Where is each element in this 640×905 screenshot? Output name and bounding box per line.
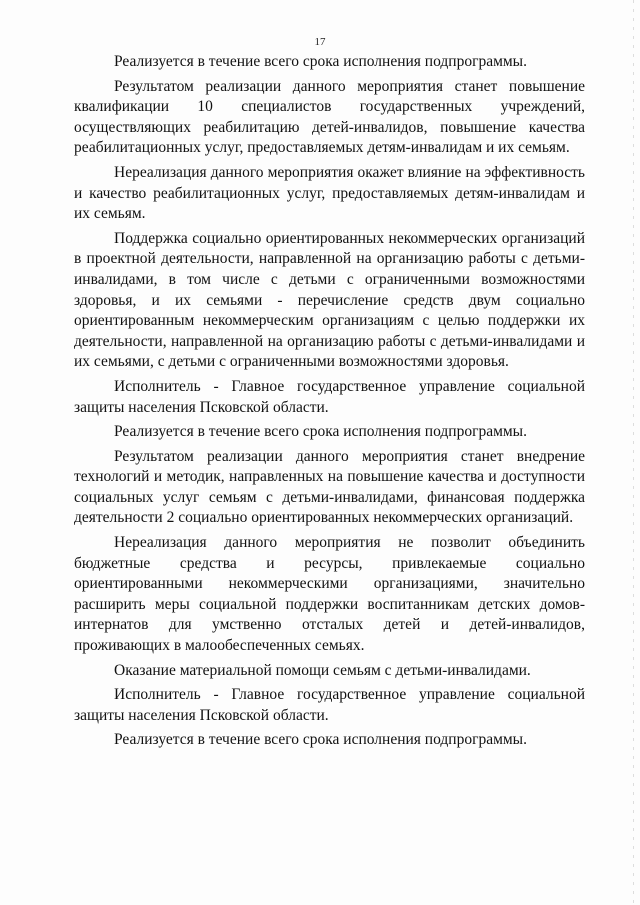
paragraph: Реализуется в течение всего срока исполнения подпрограммы. bbox=[114, 53, 527, 70]
paragraph: Результатом реализации данного мероприятия станет внедрение технологий и методик, направленных на повышение качества и доступности социальных услуг семьям с детьми-инвалидами, финансовая поддержка деятельности 2 социально ориентированных некоммерческих организаций. bbox=[74, 447, 585, 527]
paragraph: Исполнитель - Главное государственное управление социальной защиты населения Псковской области. bbox=[74, 686, 585, 724]
paragraph: Нереализация данного мероприятия окажет влияние на эффективность и качество реабилитационных услуг, предоставляемых детям-инвалидам и их семьям. bbox=[74, 163, 585, 223]
paragraph: Результатом реализации данного мероприятия станет повышение квалификации 10 специалистов государственных учреждений, осуществляющих реабилитацию детей-инвалидов, повышение качества реабилитационных услуг, предоставляемых детям-инвалидам и их семьям. bbox=[74, 77, 585, 157]
paragraph: Поддержка социально ориентированных некоммерческих организаций в проектной деятельности, направленной на организацию работы с детьми-инвалидами, в том числе с детьми с ограниченными возможностями здоровья, и их семьями - перечисление средств двум социально ориентированным некоммерческим организациям с целью поддержки их деятельности, направленной на организацию работы с детьми-инвалидами и их семьями, с детьми с ограниченными возможностями здоровья. bbox=[74, 229, 585, 371]
scan-edge-mark bbox=[633, 0, 634, 905]
paragraph: Реализуется в течение всего срока исполнения подпрограммы. bbox=[114, 423, 527, 441]
paragraph: Исполнитель - Главное государственное управление социальной защиты населения Псковской области. bbox=[74, 377, 585, 416]
document-body bbox=[74, 52, 585, 755]
paragraph: Реализуется в течение всего срока исполнения подпрограммы. bbox=[114, 731, 527, 749]
paragraph: Оказание материальной помощи семьям с детьми-инвалидами. bbox=[114, 661, 531, 679]
page-number: 17 bbox=[314, 36, 326, 48]
paragraph: Нереализация данного мероприятия не позволит объединить бюджетные средства и ресурсы, привлекаемые социально ориентированными некоммерческими организациями, значительно расширить меры социальной поддержки воспитанникам детских домов-интернатов для умственно отсталых детей и детей-инвалидов, проживающих в малообеспеченных семьях. bbox=[74, 534, 585, 655]
